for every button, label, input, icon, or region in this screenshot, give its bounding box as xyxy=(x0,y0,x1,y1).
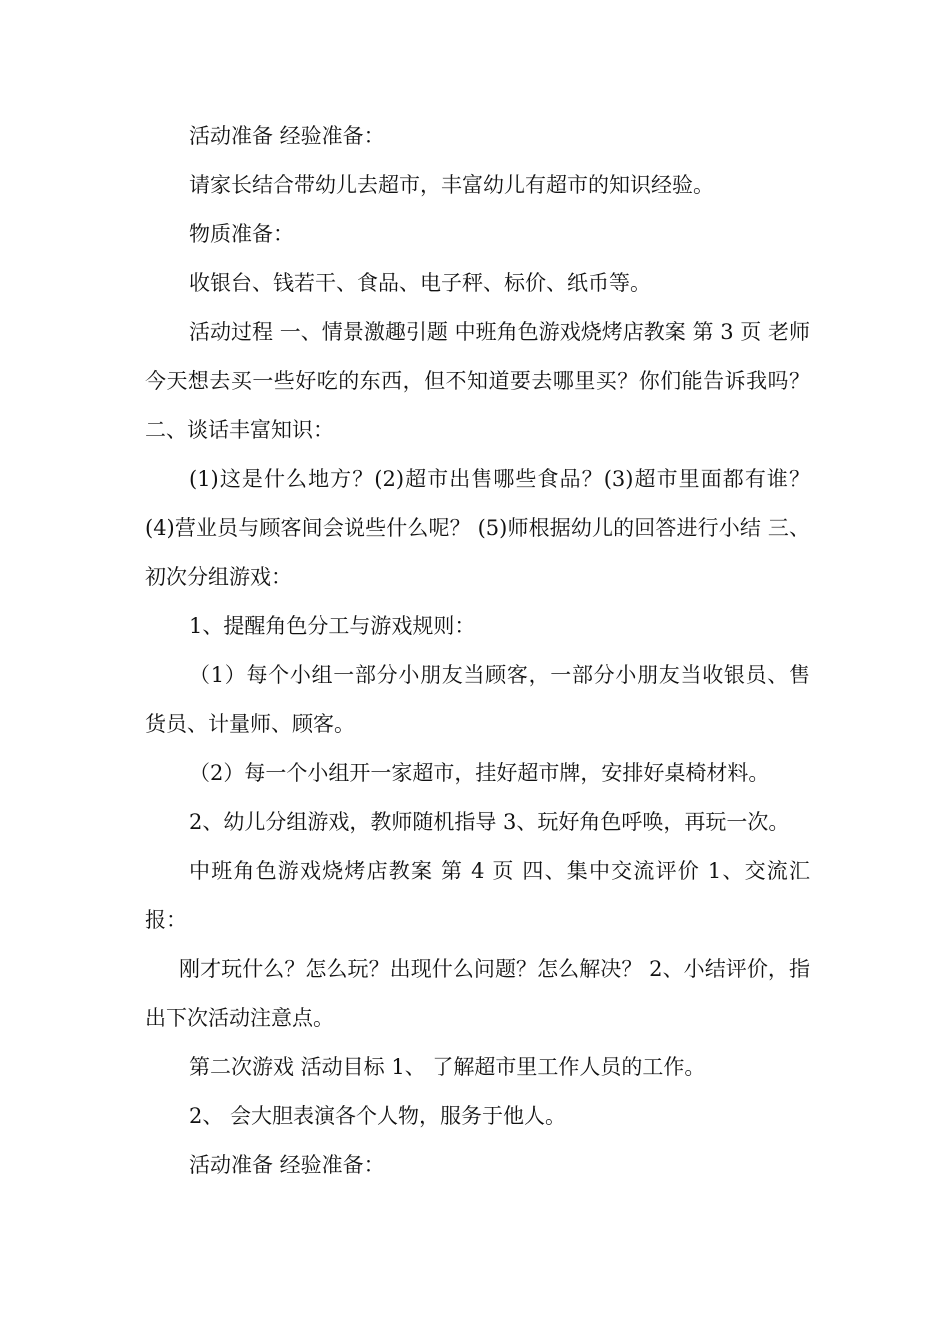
paragraph-prep-experience-2: 活动准备 经验准备： xyxy=(189,1153,385,1177)
paragraph-evaluation: 中班角色游戏烧烤店教案 第 4 页 四、集中交流评价 1、交流汇报： xyxy=(145,859,810,932)
document-body xyxy=(145,112,810,1190)
paragraph-second-game: 第二次游戏 活动目标 1、 了解超市里工作人员的工作。 xyxy=(189,1055,706,1079)
paragraph-rule-2: （2）每一个小组开一家超市，挂好超市牌，安排好桌椅材料。 xyxy=(189,761,770,785)
paragraph-rule-1: （1）每个小组一部分小朋友当顾客，一部分小朋友当收银员、售货员、计量师、顾客。 xyxy=(145,663,810,736)
paragraph-activity-process: 活动过程 一、情景激趣引题 中班角色游戏烧烤店教案 第 3 页 老师今天想去买一些好吃的东西，但不知道要去哪里买？你们能告诉我吗？ 二、谈话丰富知识： xyxy=(145,320,810,442)
paragraph-role-rules: 1、提醒角色分工与游戏规则： xyxy=(189,614,476,638)
paragraph-material-prep: 物质准备： xyxy=(189,222,294,246)
paragraph-prep-experience: 活动准备 经验准备： xyxy=(189,124,385,148)
paragraph-materials-list: 收银台、钱若干、食品、电子秤、标价、纸币等。 xyxy=(189,271,651,295)
paragraph-parents-supermarket: 请家长结合带幼儿去超市，丰富幼儿有超市的知识经验。 xyxy=(189,173,714,197)
paragraph-goal-2: 2、 会大胆表演各个人物，服务于他人。 xyxy=(189,1104,567,1128)
paragraph-questions: (1)这是什么地方？(2)超市出售哪些食品？(3)超市里面都有谁？ (4)营业员与顾客间会说些什么呢？ (5)师根据幼儿的回答进行小结 三、初次分组游戏： xyxy=(145,467,810,589)
paragraph-group-play: 2、幼儿分组游戏，教师随机指导 3、玩好角色呼唤，再玩一次。 xyxy=(189,810,790,834)
paragraph-summary: 刚才玩什么？怎么玩？出现什么问题？怎么解决？ 2、小结评价，指出下次活动注意点。 xyxy=(145,957,810,1030)
